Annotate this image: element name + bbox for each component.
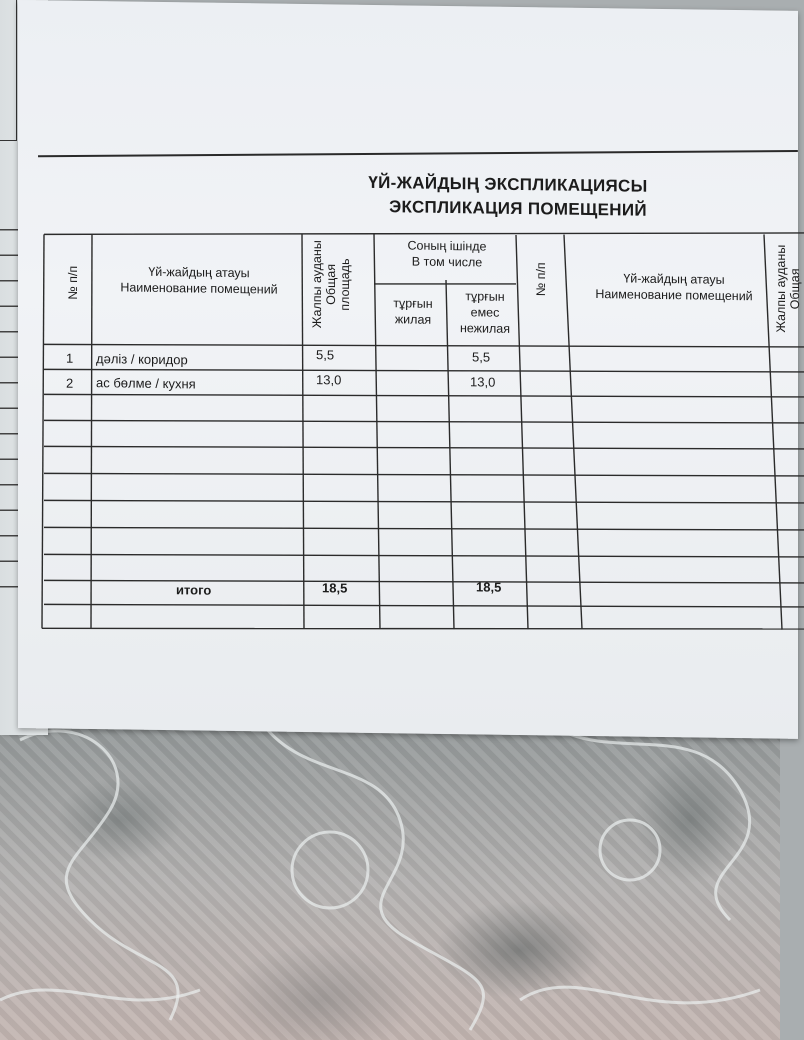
header-name-kz: Үй-жайдың атауы [148,264,250,281]
title-kz: ҮЙ-ЖАЙДЫҢ ЭКСПЛИКАЦИЯСЫ [368,172,648,196]
header-total-area-2 [774,237,802,341]
total-nonliving: 18,5 [476,579,502,595]
explication-table [44,222,804,643]
header-name2-kz: Үй-жайдың атауы [623,271,725,287]
header-name [94,263,304,298]
row-1-total: 5,5 [316,347,335,363]
row-1-nonliving: 5,5 [472,349,491,365]
header-number-2: № п/п [534,262,548,297]
document-page [18,0,802,739]
total-area: 18,5 [322,580,348,596]
header-total-area2-kz: Жалпы ауданы [774,244,788,333]
header-nonliving-ru: нежилая [459,321,511,336]
header-total-area-kz: Жалпы ауданы [310,240,324,329]
header-nonliving [450,288,520,337]
lace-pattern [0,700,780,1040]
title-ru: ЭКСПЛИКАЦИЯ ПОМЕЩЕНИЙ [389,197,647,220]
header-number: № п/п [66,265,80,300]
header-rule [38,150,798,157]
row-1-name: дәліз / коридор [96,351,188,368]
header-including-ru: В том числе [411,254,483,270]
tablecloth-background [0,700,780,1040]
row-2-total: 13,0 [316,372,342,388]
header-total-area-ru2: площадь [338,258,352,311]
row-1-number: 1 [66,350,74,366]
header-living-ru: жилая [394,312,432,327]
header-including [376,237,518,271]
row-2-number: 2 [66,375,74,391]
total-label: итого [176,582,212,598]
header-name2-ru: Наименование помещений [595,287,753,304]
header-nonliving-kz2: емес [470,305,500,320]
row-2-name: ас бөлме / кухня [96,375,196,392]
header-total-area-ru1: Общая [324,263,338,305]
header-total-area [310,232,352,337]
header-living [378,295,448,328]
header-total-area2-ru: Общая [788,268,802,310]
header-nonliving-kz1: тұрғын [465,289,505,304]
title-block [18,168,798,220]
header-name-ru: Наименование помещений [120,280,278,297]
header-living-kz: тұрғын [393,296,433,311]
page-edge-rows [0,205,19,590]
header-including-kz: Соның ішінде [407,238,487,254]
header-name-2 [579,270,769,305]
page-edge-box [0,0,17,141]
row-2-nonliving: 13,0 [470,374,496,390]
